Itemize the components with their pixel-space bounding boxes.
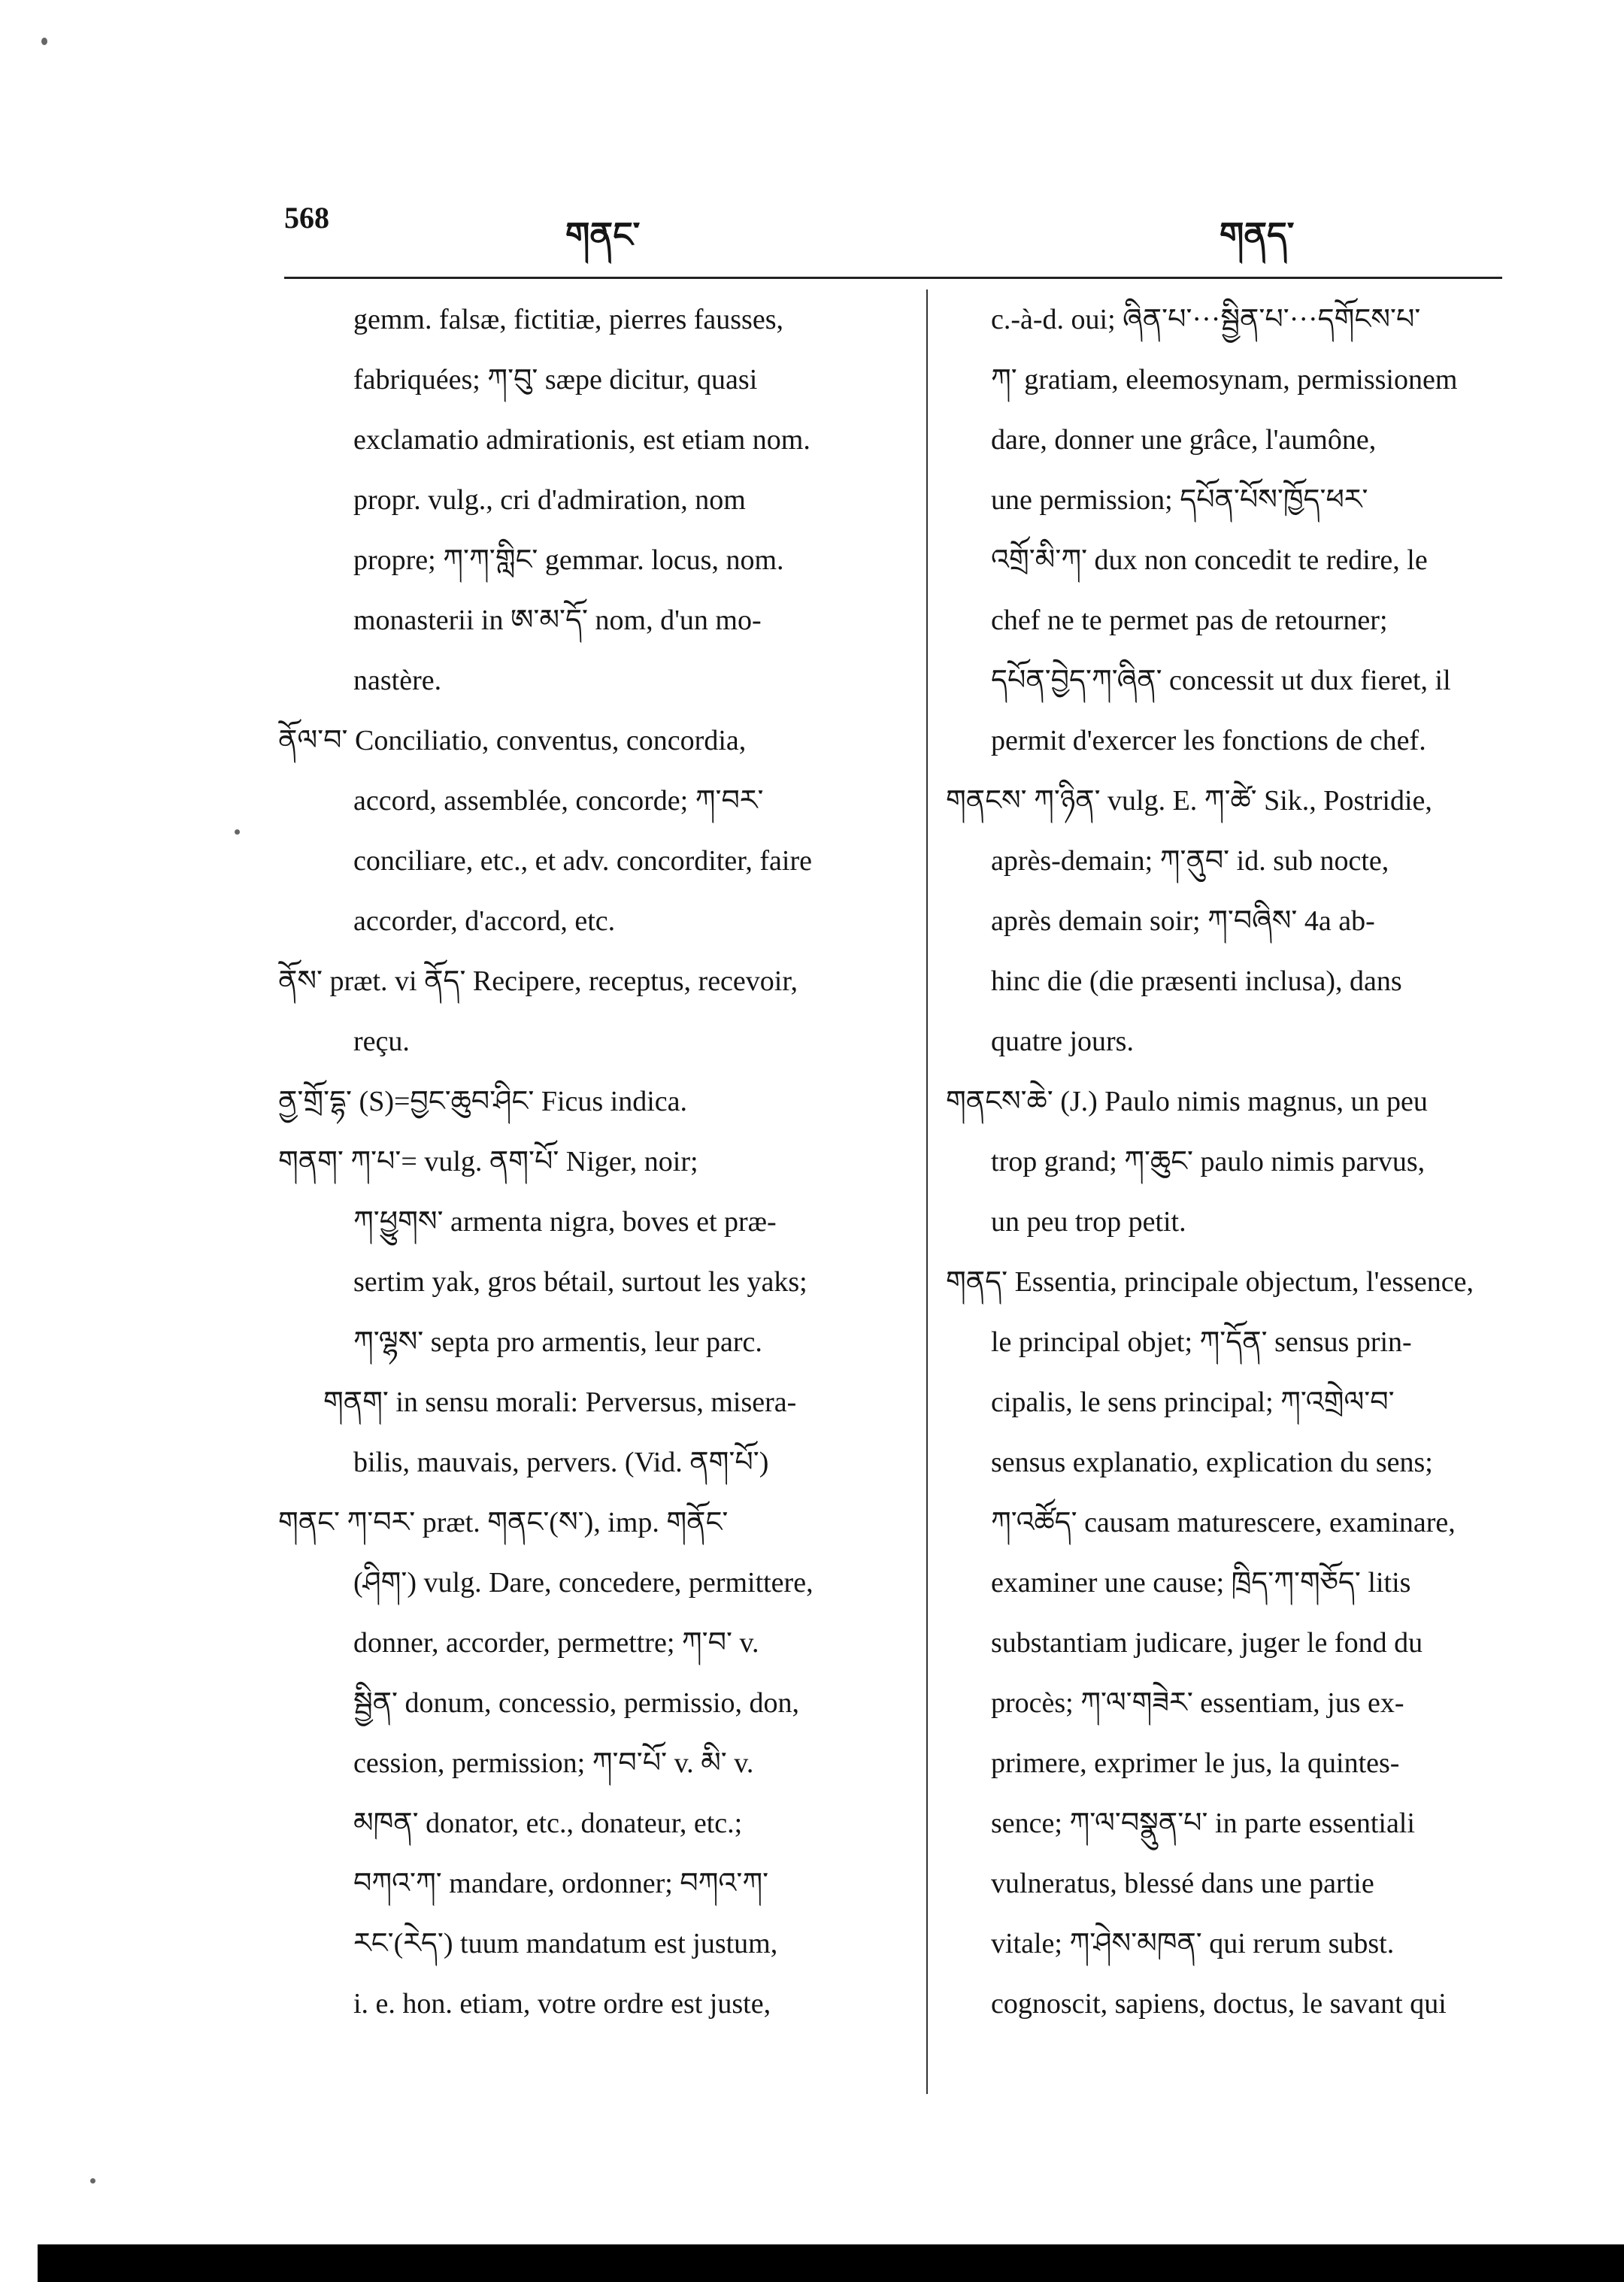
dictionary-line: ནོལ་བ་ Conciliatio, conventus, concordia, [278, 725, 747, 756]
dictionary-line: sence; ཀ་ལ་བསྣུན་པ་ in parte essentiali [991, 1808, 1415, 1839]
dictionary-line: i. e. hon. etiam, votre ordre est juste, [353, 1988, 771, 2020]
dictionary-line: ཀ་ཕྱུགས་ armenta nigra, boves et præ- [353, 1206, 777, 1238]
dictionary-line: fabriquées; ཀ་བུ་ sæpe dicitur, quasi [353, 364, 758, 395]
dictionary-line: ཀ་འཚོད་ causam maturescere, examinare, [991, 1507, 1456, 1538]
dictionary-line: un peu trop petit. [991, 1206, 1186, 1238]
dictionary-line: propr. vulg., cri d'admiration, nom [353, 484, 746, 516]
dictionary-line: nastère. [353, 665, 442, 696]
dictionary-line: མཁན་ donator, etc., donateur, etc.; [353, 1808, 743, 1839]
dictionary-line: བཀའ་ཀ་ mandare, ordonner; བཀའ་ཀ་ [353, 1868, 769, 1899]
dictionary-line: cognoscit, sapiens, doctus, le savant qui [991, 1988, 1447, 2020]
dictionary-line: (ཤིག་) vulg. Dare, concedere, permittere, [353, 1567, 814, 1599]
dictionary-line: cipalis, le sens principal; ཀ་འགྲེལ་བ་ [991, 1386, 1395, 1418]
dictionary-line: vulneratus, blessé dans une partie [991, 1868, 1374, 1899]
header-rule [284, 277, 1502, 279]
dictionary-line: གནད་ Essentia, principale objectum, l'essence, [946, 1266, 1474, 1298]
dictionary-line: གནང་ ཀ་བར་ præt. གནང་(ས་), imp. གནོང་ [278, 1507, 729, 1538]
dictionary-line: hinc die (die præsenti inclusa), dans [991, 965, 1402, 997]
dictionary-line: reçu. [353, 1026, 410, 1057]
dictionary-line: après demain soir; ཀ་བཞིས་ 4a ab- [991, 905, 1375, 937]
left-column [278, 289, 911, 2094]
dictionary-line: ཀ་ gratiam, eleemosynam, permissionem [991, 364, 1458, 395]
dictionary-line: accorder, d'accord, etc. [353, 905, 616, 937]
dictionary-line: une permission; དཔོན་པོས་ཁྱོད་ཕར་ [991, 484, 1368, 516]
dictionary-line: c.-à-d. oui; ཞིན་པ་···སྦྱིན་པ་···དགོངས་པ་ [991, 304, 1421, 335]
dictionary-line: འགྲོ་མི་ཀ་ dux non concedit te redire, le [991, 544, 1428, 576]
dictionary-line: conciliare, etc., et adv. concorditer, faire [353, 845, 813, 877]
dictionary-line: gemm. falsæ, fictitiæ, pierres fausses, [353, 304, 783, 335]
paper-speck [235, 829, 240, 835]
dictionary-line: procès; ཀ་ལ་གཟེར་ essentiam, jus ex- [991, 1687, 1404, 1719]
dictionary-line: གནངས་ ཀ་ཉིན་ vulg. E. ཀ་ཚེ་ Sik., Postridie, [946, 785, 1432, 817]
dictionary-line: substantiam judicare, juger le fond du [991, 1627, 1423, 1659]
dictionary-line: dare, donner une grâce, l'aumône, [991, 424, 1377, 456]
dictionary-line: གནག་ in sensu morali: Perversus, misera- [323, 1386, 797, 1418]
dictionary-line: ནོས་ præt. vi ནོད་ Recipere, receptus, recevoir, [278, 965, 798, 997]
right-running-head: གནད་ [1220, 214, 1295, 255]
dictionary-line: དཔོན་བྱེད་ཀ་ཞིན་ concessit ut dux fieret, il [991, 665, 1451, 696]
dictionary-line: གནངས་ཆེ་ (J.) Paulo nimis magnus, un peu [946, 1086, 1428, 1117]
scan-bottom-bar [38, 2244, 1624, 2282]
right-column [946, 289, 1517, 2094]
dictionary-line: donner, accorder, permettre; ཀ་བ་ v. [353, 1627, 759, 1659]
dictionary-line: permit d'exercer les fonctions de chef. [991, 725, 1426, 756]
dictionary-line: exclamatio admirationis, est etiam nom. [353, 424, 810, 456]
dictionary-line: sensus explanatio, explication du sens; [991, 1447, 1433, 1478]
left-running-head: གནང་ [565, 214, 641, 255]
dictionary-line: trop grand; ཀ་ཆུང་ paulo nimis parvus, [991, 1146, 1426, 1177]
paper-speck [90, 2178, 95, 2184]
dictionary-line: chef ne te permet pas de retourner; [991, 605, 1388, 636]
dictionary-line: bilis, mauvais, pervers. (Vid. ནག་པོ་) [353, 1447, 769, 1478]
dictionary-line: ཀ་ལྷས་ septa pro armentis, leur parc. [353, 1326, 762, 1358]
page-number: 568 [284, 201, 329, 235]
dictionary-line: monasterii in ཨ་མ་དོ་ nom, d'un mo- [353, 605, 762, 636]
dictionary-line: primere, exprimer le jus, la quintes- [991, 1747, 1400, 1779]
dictionary-line: accord, assemblée, concorde; ཀ་བར་ [353, 785, 764, 817]
dictionary-line: སྦྱིན་ donum, concessio, permissio, don, [353, 1687, 800, 1719]
dictionary-line: རང་(རེད་) tuum mandatum est justum, [353, 1928, 778, 1959]
paper-speck [41, 38, 47, 45]
dictionary-line: examiner une cause; ཁྲིད་ཀ་གཅོད་ litis [991, 1567, 1411, 1599]
dictionary-line: le principal objet; ཀ་དོན་ sensus prin- [991, 1326, 1412, 1358]
dictionary-line: quatre jours. [991, 1026, 1134, 1057]
dictionary-line: vitale; ཀ་ཤེས་མཁན་ qui rerum subst. [991, 1928, 1395, 1959]
column-divider [926, 289, 928, 2094]
dictionary-line: ནྱ་གྲོ་དྷ་ (S)=བྱང་ཆུབ་ཤིང་ Ficus indica. [278, 1086, 688, 1117]
dictionary-line: propre; ཀ་ཀ་གླིང་ gemmar. locus, nom. [353, 544, 784, 576]
dictionary-line: cession, permission; ཀ་བ་པོ་ v. མི་ v. [353, 1747, 754, 1779]
dictionary-line: après-demain; ཀ་ནུབ་ id. sub nocte, [991, 845, 1389, 877]
dictionary-line: གནག་ ཀ་པ་= vulg. ནག་པོ་ Niger, noir; [278, 1146, 698, 1177]
dictionary-line: sertim yak, gros bétail, surtout les yaks; [353, 1266, 807, 1298]
